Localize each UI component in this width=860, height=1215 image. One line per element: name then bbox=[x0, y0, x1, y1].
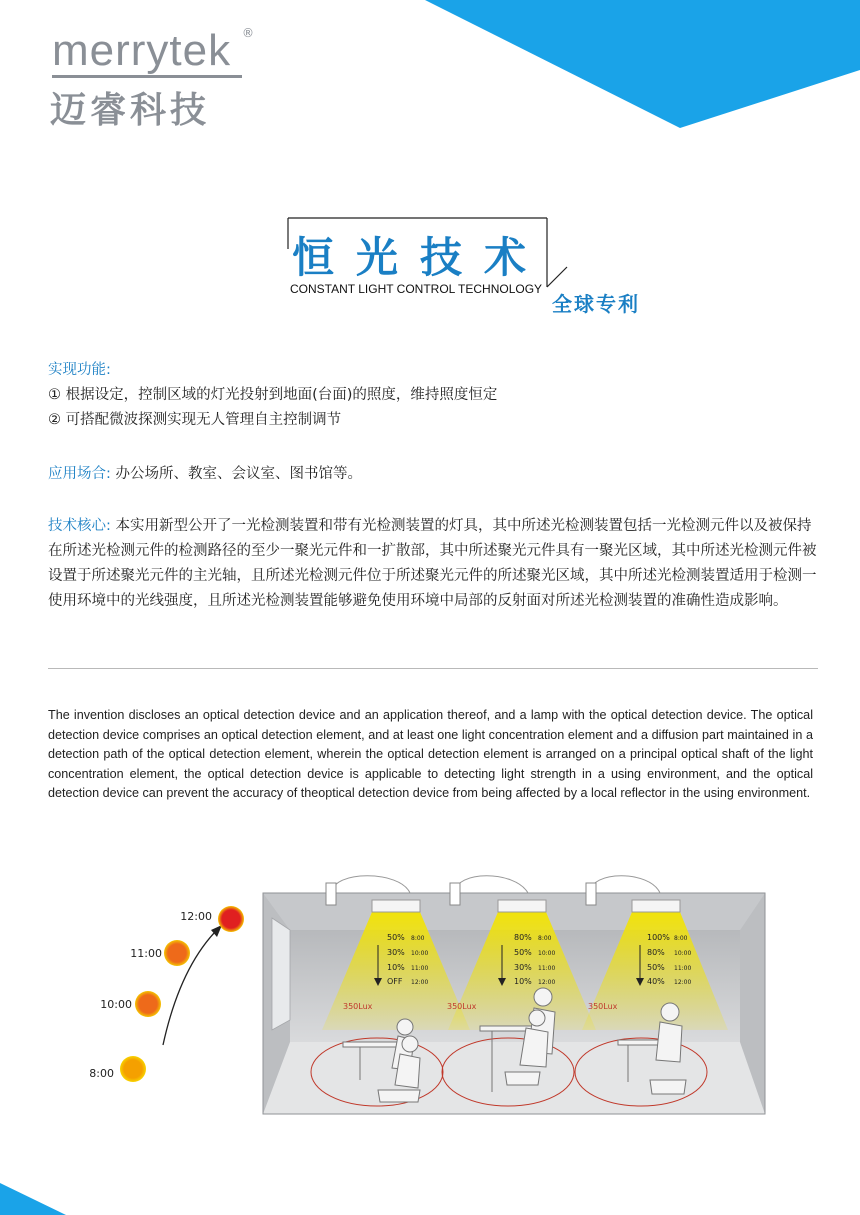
sun-10 bbox=[100, 991, 161, 1017]
core-label: 技术核心: bbox=[48, 518, 111, 534]
level-label: 50% bbox=[514, 948, 532, 957]
function-item-2: ② 可搭配微波探测实现无人管理自主控制调节 bbox=[48, 412, 342, 428]
illustration bbox=[0, 860, 860, 1120]
english-paragraph: The invention discloses an optical detection device and an application thereof, and a lamp with the optical detection device. The optical detection device comprises an optical detection element, and at least one light concentration element and a diffusion part maintained in a detection path of the optical detection element, wherein the optical detection element is arranged on a principal optical shaft of the light concentration element, the optical detection device is applicable to detecting light strength in a using environment, and the optical detection device can prevent the accuracy of theoptical detection device from being affected by a local reflector in the using environment. bbox=[48, 708, 813, 800]
time-label: 11:00 bbox=[411, 965, 429, 972]
lux-label: 350Lux bbox=[588, 1002, 618, 1011]
core-text: 本实用新型公开了一光检测装置和带有光检测装置的灯具，其中所述光检测装置包括一光检测元件以及被保持在所述光检测元件的检测路径的至少一聚光元件和一扩散部，其中所述聚光元件具有一聚光区域，其中所述光检测元件被设置于所述聚光元件的主光轴，且所述光检测元件位于所述聚光元件的所述聚光区域，其中所述光检测装置适用于检测一使用环境中的光线强度，且所述光检测装置能够避免使用环境中局部的反射面对所述光检测装置的准确性造成影响。 bbox=[48, 518, 817, 609]
time-label: 8:00 bbox=[411, 935, 425, 942]
lux-label: 350Lux bbox=[447, 1002, 477, 1011]
time-label: 12:00 bbox=[411, 979, 429, 986]
application-label: 应用场合: bbox=[48, 466, 111, 482]
level-label: OFF bbox=[387, 977, 403, 986]
level-label: 80% bbox=[514, 933, 532, 942]
time-label: 12:00 bbox=[538, 979, 556, 986]
time-label: 10:00 bbox=[411, 950, 429, 957]
sun-time-label: 10:00 bbox=[100, 998, 132, 1011]
sun-time-label: 11:00 bbox=[130, 947, 162, 960]
level-label: 30% bbox=[387, 948, 405, 957]
level-label: 10% bbox=[387, 963, 405, 972]
sun-8 bbox=[89, 1056, 146, 1082]
page-title: 恒光技术 bbox=[292, 233, 549, 282]
level-label: 80% bbox=[647, 948, 665, 957]
time-label: 12:00 bbox=[674, 979, 692, 986]
functions-label: 实现功能: bbox=[48, 362, 111, 378]
time-label: 11:00 bbox=[674, 965, 692, 972]
sun-time-label: 12:00 bbox=[180, 910, 212, 923]
page-subtitle: CONSTANT LIGHT CONTROL TECHNOLOGY bbox=[290, 282, 543, 296]
section-divider bbox=[48, 668, 818, 669]
brand-logo-text: merrytek bbox=[52, 26, 232, 75]
level-label: 50% bbox=[647, 963, 665, 972]
patent-badge: 全球专利 bbox=[552, 292, 640, 316]
level-label: 100% bbox=[647, 933, 670, 942]
level-label: 30% bbox=[514, 963, 532, 972]
functions-section bbox=[48, 358, 823, 433]
lux-label: 350Lux bbox=[343, 1002, 373, 1011]
time-label: 8:00 bbox=[538, 935, 552, 942]
sun-12 bbox=[180, 906, 244, 932]
level-label: 40% bbox=[647, 977, 665, 986]
time-label: 11:00 bbox=[538, 965, 556, 972]
function-item-1: ① 根据设定，控制区域的灯光投射到地面(台面)的照度，维持照度恒定 bbox=[48, 387, 498, 403]
time-label: 8:00 bbox=[674, 935, 688, 942]
registered-mark: ® bbox=[242, 26, 254, 40]
application-section bbox=[48, 462, 823, 487]
logo-underline bbox=[52, 74, 242, 80]
level-label: 50% bbox=[387, 933, 405, 942]
sun-time-label: 8:00 bbox=[89, 1067, 114, 1080]
time-label: 10:00 bbox=[674, 950, 692, 957]
time-label: 10:00 bbox=[538, 950, 556, 957]
core-section bbox=[48, 514, 823, 614]
brand-logo-chinese: 迈睿科技 bbox=[50, 90, 211, 131]
sun-11 bbox=[130, 940, 190, 966]
level-label: 10% bbox=[514, 977, 532, 986]
application-text: 办公场所、教室、会议室、图书馆等。 bbox=[115, 466, 362, 482]
